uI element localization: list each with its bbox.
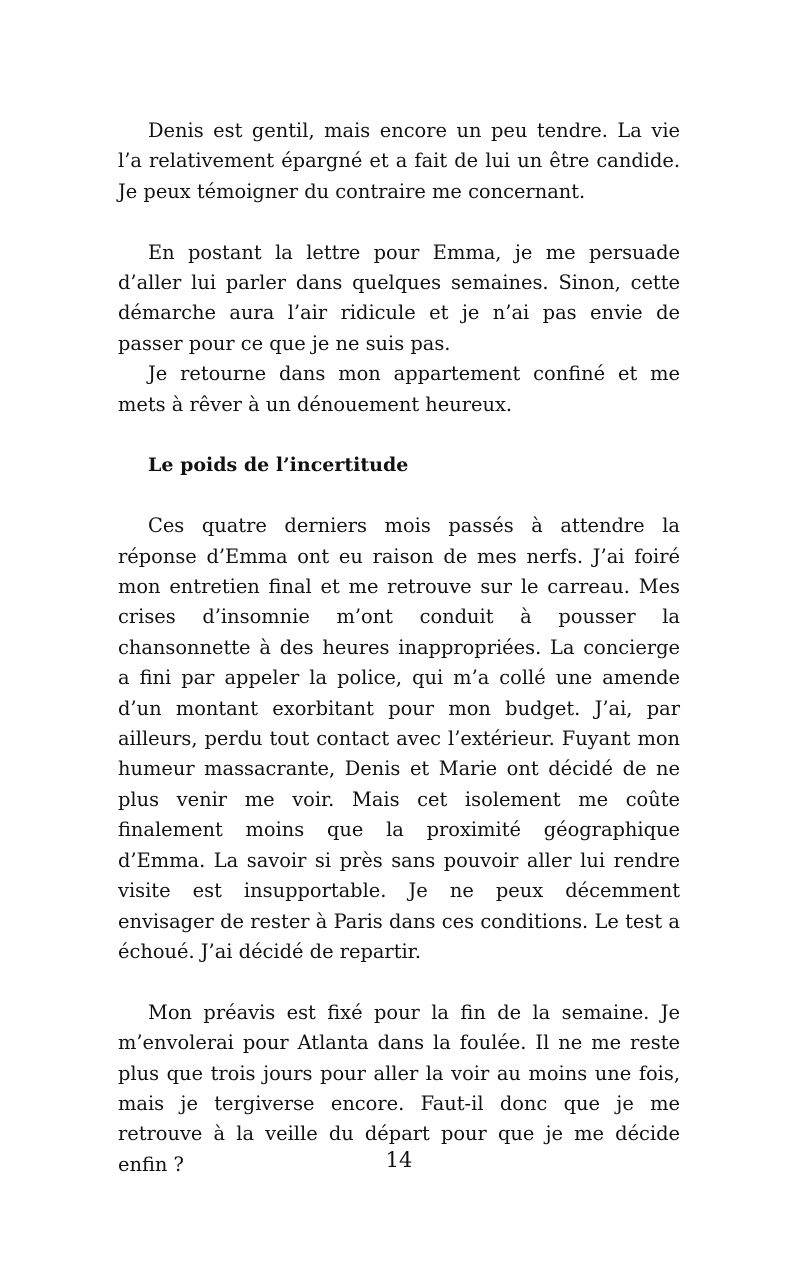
paragraph-denis: Denis est gentil, mais encore un peu tendre. La vie l’a relativement épargné et a fait de lui un être candide. Je peux témoigner du contraire me concernant. [118,119,680,203]
paragraph-spacer [118,207,680,237]
paragraph-spacer [118,420,680,450]
page-number: 14 [385,1148,413,1172]
paragraph-quatre-mois: Ces quatre derniers mois passés à attendre la réponse d’Emma ont eu raison de mes nerfs. J’ai foiré mon entretien final et me retrouve sur le carreau. Mes crises d’insomnie m’ont conduit à pousser la chansonnette à des heures inappropriées. La concierge a fini par appeler la police, qui m’a collé une amende d’un montant exorbitant pour mon budget. J’ai, par ailleurs, perdu tout contact avec l’extérieur. Fuyant mon humeur massacrante, Denis et Marie ont décidé de ne plus venir me voir. Mais cet isolement me coûte finalement moins que la proximité géographique d’Emma. La savoir si près sans pouvoir aller lui rendre visite est insupportable. Je ne peux décemment envisager de rester à Paris dans ces conditions. Le test a échoué. J’ai décidé de repartir. [118,514,680,963]
paragraph-spacer [118,967,680,997]
section-heading: Le poids de l’incertitude [148,454,409,477]
paragraph-preavis: Mon préavis est fixé pour la fin de la semaine. Je m’envolerai pour Atlanta dans la foulée. Il ne me reste plus que trois jours pour aller la voir au moins une fois, mais je tergiverse encore. Faut-il donc que je me retrouve à la veille du départ pour que je me décide enfin ? [118,1000,680,1176]
paragraph-spacer [118,481,680,511]
paragraph-appartement: Je retourne dans mon appartement confiné et me mets à rêver à un dénouement heureux. [118,362,680,416]
paragraph-lettre: En postant la lettre pour Emma, je me persuade d’aller lui parler dans quelques semaines. Sinon, cette démarche aura l’air ridicule et je n’ai pas envie de passer pour ce que je ne suis pas. [118,240,680,355]
page-body [118,116,680,1180]
